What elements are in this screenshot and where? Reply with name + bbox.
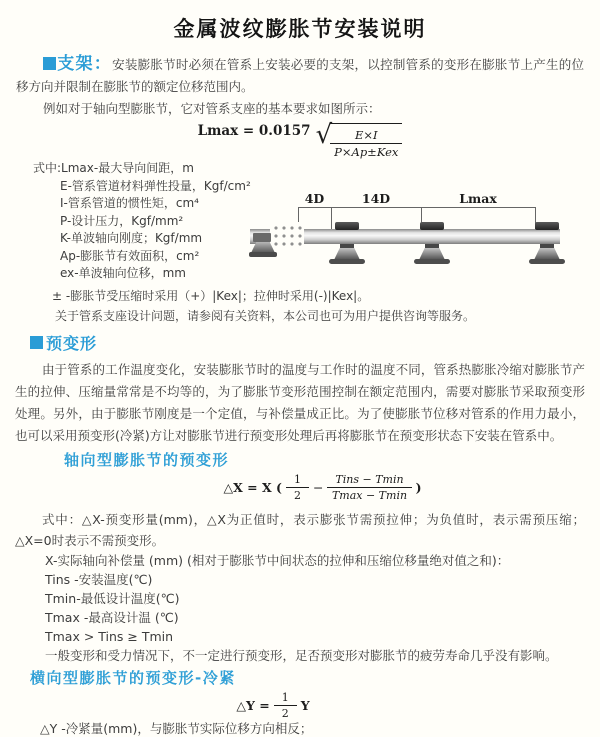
axial-formula-rhs: ) [415,479,422,495]
temperature-fraction [327,473,411,504]
fraction-numerator: Tins − Tmin [327,473,411,489]
predeform-heading-text: 预变形 [46,333,98,353]
symbol-definitions-list [33,160,263,283]
sqrt-box [330,123,402,160]
one-half-fraction [286,473,309,504]
lateral-formula [0,691,600,719]
support-base [414,259,450,264]
fraction-denominator: 2 [281,707,289,721]
axial-formula [0,473,600,503]
fraction-denominator: Tmax − Tmin [331,489,408,503]
axial-detail-line: Tmax > Tins ≥ Tmin [45,628,174,644]
support-intro-text: 安装膨胀节时必须在管系上安装必要的支架，以控制管系的变形在膨胀节上产生的位移方向并限制在膨胀节的额定位移范围内。 [16,57,585,94]
axial-detail-line: X-实际轴向补偿量 (mm) (相对于膨胀节中间状态的拉伸和压缩位移量绝对值之和)： [45,552,510,568]
support-intro-paragraph [16,53,584,98]
dimension-label-lmax: Lmax [459,191,497,206]
support-example-line: 例如对于轴向型膨胀节，它对管系支座的基本要求如图所示： [43,101,381,116]
axial-explain-paragraph: 式中：△X-预变形量(mm)，△X为正值时，表示膨张节需预拉伸；为负值时，表示需预压缩；△X=0时表示不需预变形。 [15,511,585,548]
definition-line: Ap-膨胀节有效面积，cm² [60,248,200,263]
support-base [529,259,565,264]
dimension-tick [331,207,332,229]
definition-line: 式中:Lmax-最大导向间距，m [33,161,194,175]
support-section-heading: 支架： [57,54,113,74]
page-title: 金属波纹膨胀节安装说明 [173,17,427,41]
pipe-clamp [335,222,359,230]
one-half-fraction [274,691,297,722]
lateral-note-line: △Y -冷紧量(mm)，与膨胀节实际位移方向相反； [40,720,313,736]
definition-line: K-单波轴向刚度；Kgf/mm [60,231,203,245]
fraction-denominator: 2 [293,489,301,503]
dimension-label-4d: 4D [304,191,325,206]
sqrt-radical-icon: √ [315,120,333,150]
anchor-base [249,252,277,257]
fraction-numerator: 1 [274,691,297,707]
fraction-numerator: 1 [286,473,309,489]
section-square-icon [30,336,43,349]
anchor-block [253,233,271,242]
axial-detail-line: 一般变形和受力情况下，不一定进行预变形，足否预变形对膨胀节的疲劳寿命几乎没有影响。 [45,647,558,663]
lateral-formula-lhs: △Y = [236,697,270,713]
axial-detail-line: Tmin-最低设计温度(℃) [45,590,180,606]
definition-line: P-设计压力，Kgf/mm² [60,213,184,228]
axial-formula-lhs: △X = X ( [223,479,282,495]
pipe-clamp [420,222,444,230]
dimension-label-14d: 14D [361,191,391,206]
bellows-icon [270,222,304,249]
lateral-formula-rhs: Y [300,697,310,713]
lmax-fraction [330,128,402,160]
guide-support [533,192,563,272]
pipe-support-diagram [250,192,585,287]
predeform-paragraph: 由于管系的工作温度变化，安装膨胀节时的温度与工作时的温度不同，管系热膨胀冷缩对膨胀节产生的拉伸、压缩量常常是不均等的，为了膨胀节变形范围控制在额定范围内，需要对膨胀节采取预变形处理。另外，由于膨胀节刚度是一个定值，与补偿量成正比。为了使膨胀节位移对管系的作用力最小，也可以采用预变形(冷紧)方让对膨胀节进行预变形处理后再将膨胀节在预变形状态下安装在管系中。 [15,361,585,443]
support-base [329,259,365,264]
guide-support [418,192,448,272]
minus-operator: − [312,479,324,495]
lmax-fraction-numerator: E×I [330,128,402,144]
definition-line: E-管系管道材料弹性投量，Kgf/cm² [60,178,251,193]
lmax-fraction-denominator: P×Ap±Kex [334,145,399,160]
pipe-clamp [535,222,559,230]
lmax-formula [0,120,600,160]
axial-subsection-heading: 轴向型膨胀节的预变形 [64,450,230,469]
axial-detail-line: Tmax -最高设计温 (℃) [45,609,179,625]
guide-support [333,192,363,272]
consult-note: 关于管系支座设计问题，请参阅有关资料，本公司也可为用户提供咨询等服务。 [55,308,476,323]
lmax-formula-lhs: Lmax = 0.0157 [197,123,311,139]
section-square-icon [43,57,56,70]
axial-detail-line: Tins -安装温度(℃) [45,571,153,587]
plus-minus-note: ± -膨胀节受压缩时采用（+）|Kex|；拉伸时采用(-)|Kex|。 [52,288,370,303]
definition-line: I-管系管道的惯性矩，cm⁴ [60,196,199,210]
lateral-subsection-heading: 横向型膨胀节的预变形-冷紧 [30,668,236,687]
predeform-section-heading [30,333,600,352]
definition-line: ex-单波轴向位移，mm [60,266,186,280]
